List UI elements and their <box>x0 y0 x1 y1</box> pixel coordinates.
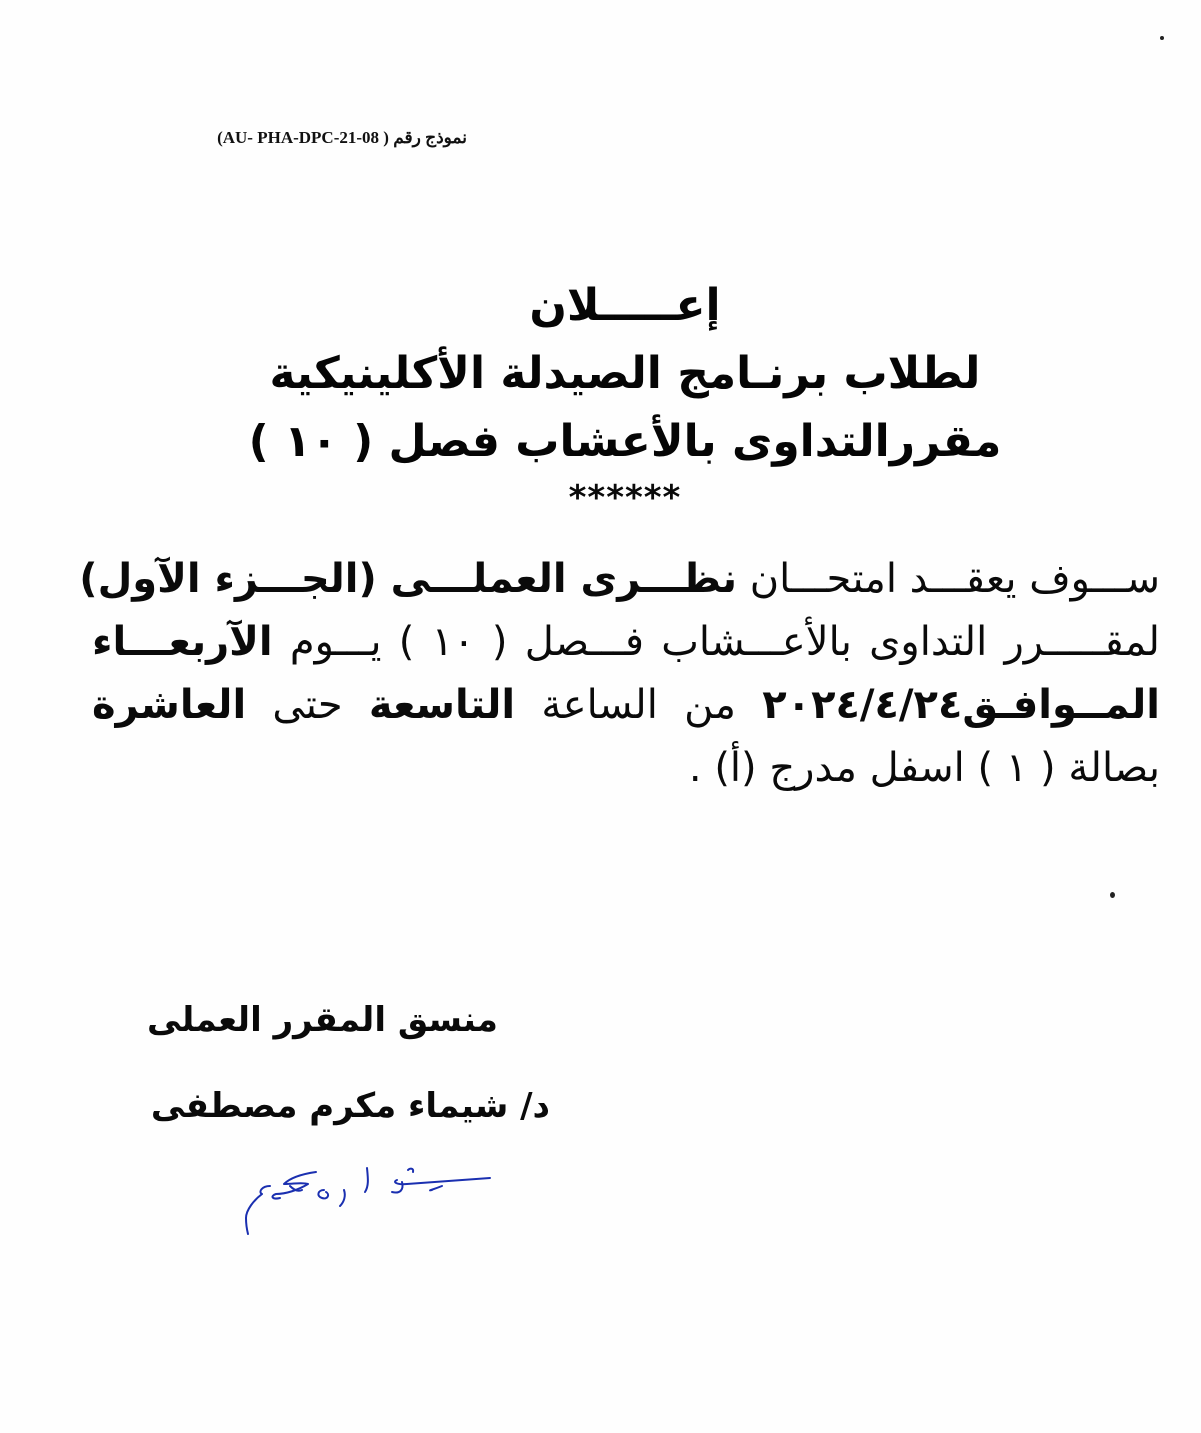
form-code-label: نموذج رقم <box>393 128 467 147</box>
form-code <box>92 128 467 148</box>
body-line-1 <box>79 548 1160 611</box>
handwritten-signature-icon <box>232 1160 502 1240</box>
scan-speck <box>1160 36 1164 40</box>
announcement-body <box>79 548 1160 800</box>
body-text-bold: الآربعـــاء <box>92 619 273 665</box>
form-code-close-paren: ) <box>217 128 223 147</box>
body-text: ســـوف يعقـــد امتحـــان <box>737 556 1160 602</box>
separator-stars: ****** <box>568 478 682 518</box>
exam-start-time: التاسعة <box>368 682 516 728</box>
scan-speck <box>1110 892 1115 898</box>
body-text: حتى <box>246 682 369 728</box>
signatory-title: منسق المقرر العملى <box>147 1000 498 1040</box>
audience-line: لطلاب برنـامج الصيدلة الأكلينيكية <box>269 348 981 399</box>
exam-location: بصالة ( ١ ) اسفل مدرج (أ) . <box>688 745 1160 791</box>
exam-date: المــوافـق٢٠٢٤/٤/٢٤ <box>762 682 1160 728</box>
body-text: لمقـــــرر التداوى بالأعـــشاب فـــصل ( ١٠ ) يـــوم <box>272 619 1160 665</box>
exam-end-time: العاشرة <box>92 682 247 728</box>
announcement-title-block <box>230 272 1020 518</box>
signatory-name: د/ شيماء مكرم مصطفى <box>150 1086 550 1126</box>
body-line-3 <box>92 674 1160 737</box>
announcement-heading: إعـــــلان <box>529 280 721 331</box>
signature-block <box>147 995 560 1131</box>
form-code-value: AU- PHA-DPC-21-08 <box>222 128 380 147</box>
course-line: مقررالتداوى بالأعشاب فصل ( ١٠ ) <box>248 416 1002 467</box>
body-text: من الساعة <box>515 682 763 728</box>
body-line-4 <box>92 737 1160 800</box>
body-text-bold: نظـــرى العملـــى (الجـــزء الآول) <box>79 556 738 602</box>
body-line-2 <box>92 611 1160 674</box>
form-code-open-paren: ( <box>383 128 389 147</box>
